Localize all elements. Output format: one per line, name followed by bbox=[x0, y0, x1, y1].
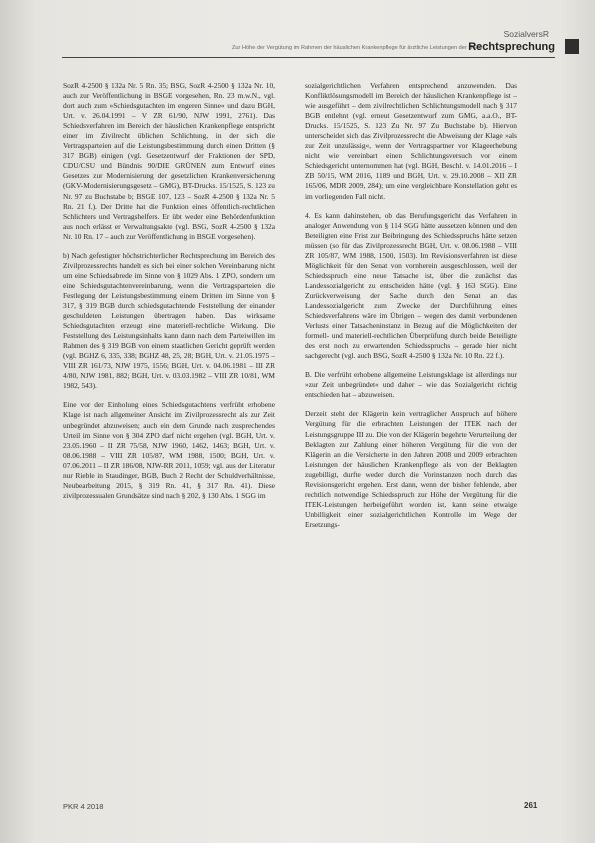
article-subtitle: Zur Höhe der Vergütung im Rahmen der häuslichen Krankenpflege für ärztliche Leistungen der ITEK bbox=[232, 45, 481, 51]
paragraph: b) Nach gefestigter höchstrichterlicher Rechtsprechung im Bereich des Zivilprozessrechts handelt es sich bei einer solchen Vereinbarung nicht um eine Schiedsabrede im Sinne von § 1029 Abs. 1 ZPO, sondern um eine Schiedsgutachtenvereinbarung, wenn die Vertragsparteien die Festlegung der Leistungsbestimmung einem Dritten im Sinne von § 317, § 319 BGB durch schiedsgutachtende Feststellung der einander geschuldeten Leistungen übertragen haben. Das wirksame Schiedsgutachten erzeugt eine materiell-rechtliche Wirkung. Die Feststellung des Leistungsinhalts kann dann nach dem Parteiwillen im Rahmen des § 319 BGB von einem staatlichen Gericht geprüft werden (vgl. BGHZ 6, 335, 338; BGHZ 48, 25, 28; BGH, Urt. v. 21.05.1975 – VIII ZR 161/73, NJW 1975, 1556; BGH, Urt. v. 04.06.1981 – III ZR 4/80, NJW 1981, 882; BGH, Urt. v. 03.03.1982 – VIII ZR 10/81, WM 1982, 543). bbox=[63, 250, 275, 391]
paragraph: Derzeit steht der Klägerin kein vertraglicher Anspruch auf höhere Vergütung für die erbrachten Leistungen der ITEK nach der Leistungsgruppe III zu. Die von der Klägerin begehrte Verurteilung der Beklagten zur Zahlung einer höheren Vergütung für die von der Klägerin an die Versicherte in den Jahren 2008 und 2009 erbrachten Leistungen der häuslichen Krankenpflege als von der Beklagten zugebilligt, durfte weder durch die Vorinstanzen noch durch das Revisionsgericht ergehen. Erst dann, wenn der bisher fehlende, aber rechtlich notwendige Schiedsspruch zur Höhe der Vergütung für die ITEK-Leistungen herbeigeführt worden ist, kann seine etwaige Unbilligkeit einer sozialgerichtlichen Kontrolle im Wege der Ersetzungs- bbox=[305, 409, 517, 529]
paragraph: Eine vor der Einholung eines Schiedsgutachtens verfrüht erhobene Klage ist nach allgemeiner Ansicht im Zivilprozessrecht als zur Zeit unbegründet abzuweisen; auch ein dem Grunde nach zusprechendes Urteil im Sinne von § 304 ZPO darf nicht ergehen (vgl. BGH, Urt. v. 23.05.1960 – II ZR 75/58, NJW 1960, 1462, 1463; BGH, Urt. v. 08.06.1988 – VIII ZR 105/87, WM 1988, 1500; BGH, Urt. v. 07.06.2011 – II ZR 186/08, NJW-RR 2011, 1059; vgl. aus der Literatur nur Rieble in Staudinger, BGB, Buch 2 Recht der Schuldverhältnisse, Neubearbeitung 2015, § 319 Rn. 41, § 317 Rn. 41). Diese zivilprozessualen Grundsätze sind nach § 202, § 130 Abs. 1 SGG im bbox=[63, 400, 275, 500]
journal-category-tag: SozialversR bbox=[503, 29, 549, 39]
page-number: 261 bbox=[524, 801, 538, 810]
paragraph: SozR 4-2500 § 132a Nr. 5 Rn. 35; BSG, SozR 4-2500 § 132a Nr. 10, auch zur Veröffentlichung in BSGE vorgesehen, Rn. 23 m.w.N., vgl. dort auch zum »Schiedsgutachten im engeren Sinne« und dazu BGH, Urt. v. 26.04.1991 – V ZR 61/90, NJW 1991, 2761). Das Schiedsverfahren im Bereich der häuslichen Krankenpflege entspricht einer im Zivilrecht üblichen Schlichtung, in der sich die Vertragsparteien auf die Leistungsbestimmung durch einen Dritten (§ 317 BGB) einigen (vgl. Gesetzentwurf der Fraktionen der SPD, CDU/CSU und Bündnis 90/DIE GRÜNEN zum Entwurf eines Gesetzes zur Modernisierung der gesetzlichen Krankenversicherung (GKV-Modernisierungsgesetz – GMG), BT-Drucks. 15/1525, S. 123 zu Nr. 97 zu Buchstabe b; BSGE 107, 123 – SozR 4-2500 § 132a Nr. 5 Rn. 21 f.). Der Dritte hat die Funktion eines öffentlich-rechtlichen Schlichters und Vertragshelfers. Er übt weder eine Behördenfunktion aus noch erlässt er Verwaltungsakte (vgl. BSG, SozR 4-2500 § 132a Nr. 10 Rn. 17 – auch zur Veröffentlichung in BSGE vorgesehen). bbox=[63, 81, 275, 241]
paragraph: 4. Es kann dahinstehen, ob das Berufungsgericht das Verfahren in analoger Anwendung von § 114 SGG hätte aussetzen können und den Beteiligten eine Frist zur Beibringung des Schiedsspruchs hätte setzen müssen (so für das Zivilprozessrecht BGH, Urt. v. 08.06.1988 – VIII ZR 105/87, WM 1988, 1500, 1503). Im Revisionsverfahren ist diese Möglichkeit für den Senat von vornherein ausgeschlossen, weil der Schiedsspruch eine neue Tatsache ist, über die zunächst das Landessozialgericht zu entscheiden hätte (vgl. § 163 SGG). Eine Zurückverweisung der Sache durch den Senat an das Landessozialgericht zum Zwecke der Durchführung eines Schiedsverfahrens wäre im Übrigen – wegen des damit verbundenen Verlusts einer Tatsacheninstanz in Bezug auf die Möglichkeiten der formell- und materiell-rechtlichen Überprüfung durch beide Beteiligte des erst noch zu erwartenden Schiedsspruchs – gerade hier nicht sachgerecht (vgl. auch BSG, SozR 4-2500 § 132a Nr. 10 Rn. 22 f.). bbox=[305, 210, 517, 361]
section-marker-square bbox=[565, 39, 579, 54]
paragraph: B. Die verfrüht erhobene allgemeine Leistungsklage ist allerdings nur »zur Zeit unbegründet« und daher – wie das Sozialgericht richtig entschieden hat – abzuweisen. bbox=[305, 370, 517, 400]
journal-issue: PKR 4 2018 bbox=[63, 802, 104, 811]
header-rule bbox=[62, 57, 555, 58]
section-heading: Rechtsprechung bbox=[468, 41, 555, 53]
left-column bbox=[63, 81, 275, 510]
paragraph: sozialgerichtlichen Verfahren entsprechend anzuwenden. Das Konfliktlösungsmodell im Bereich der häuslichen Krankenpflege ist – wie ausgeführt – dem zivilrechtlichen Schlichtungsmodell nach § 317 BGB entlehnt (vgl. erneut Gesetzentwurf zum GMG, a.a.O., BT-Drucks. 15/1525, S. 123 Zu Nr. 97 Zu Buchstabe b). Hiervon unterscheidet sich das Zivilprozessrecht die Abweisung der Klage »als zur Zeit unzulässig«, wenn der Vertragspartner vor Klageerhebung nicht wie vereinbart einen Schlichtungsversuch vor einem Schiedsgericht unternommen hat (vgl. BGH, Beschl. v. 14.01.2016 – I ZB 50/15, WM 2016, 1189 und BGH, Urt. v. 29.10.2008 – XII ZR 165/06, MDR 2009, 284); um eine vergleichbare Konstellation geht es im vorliegenden Fall nicht. bbox=[305, 81, 517, 201]
right-column bbox=[305, 81, 517, 539]
